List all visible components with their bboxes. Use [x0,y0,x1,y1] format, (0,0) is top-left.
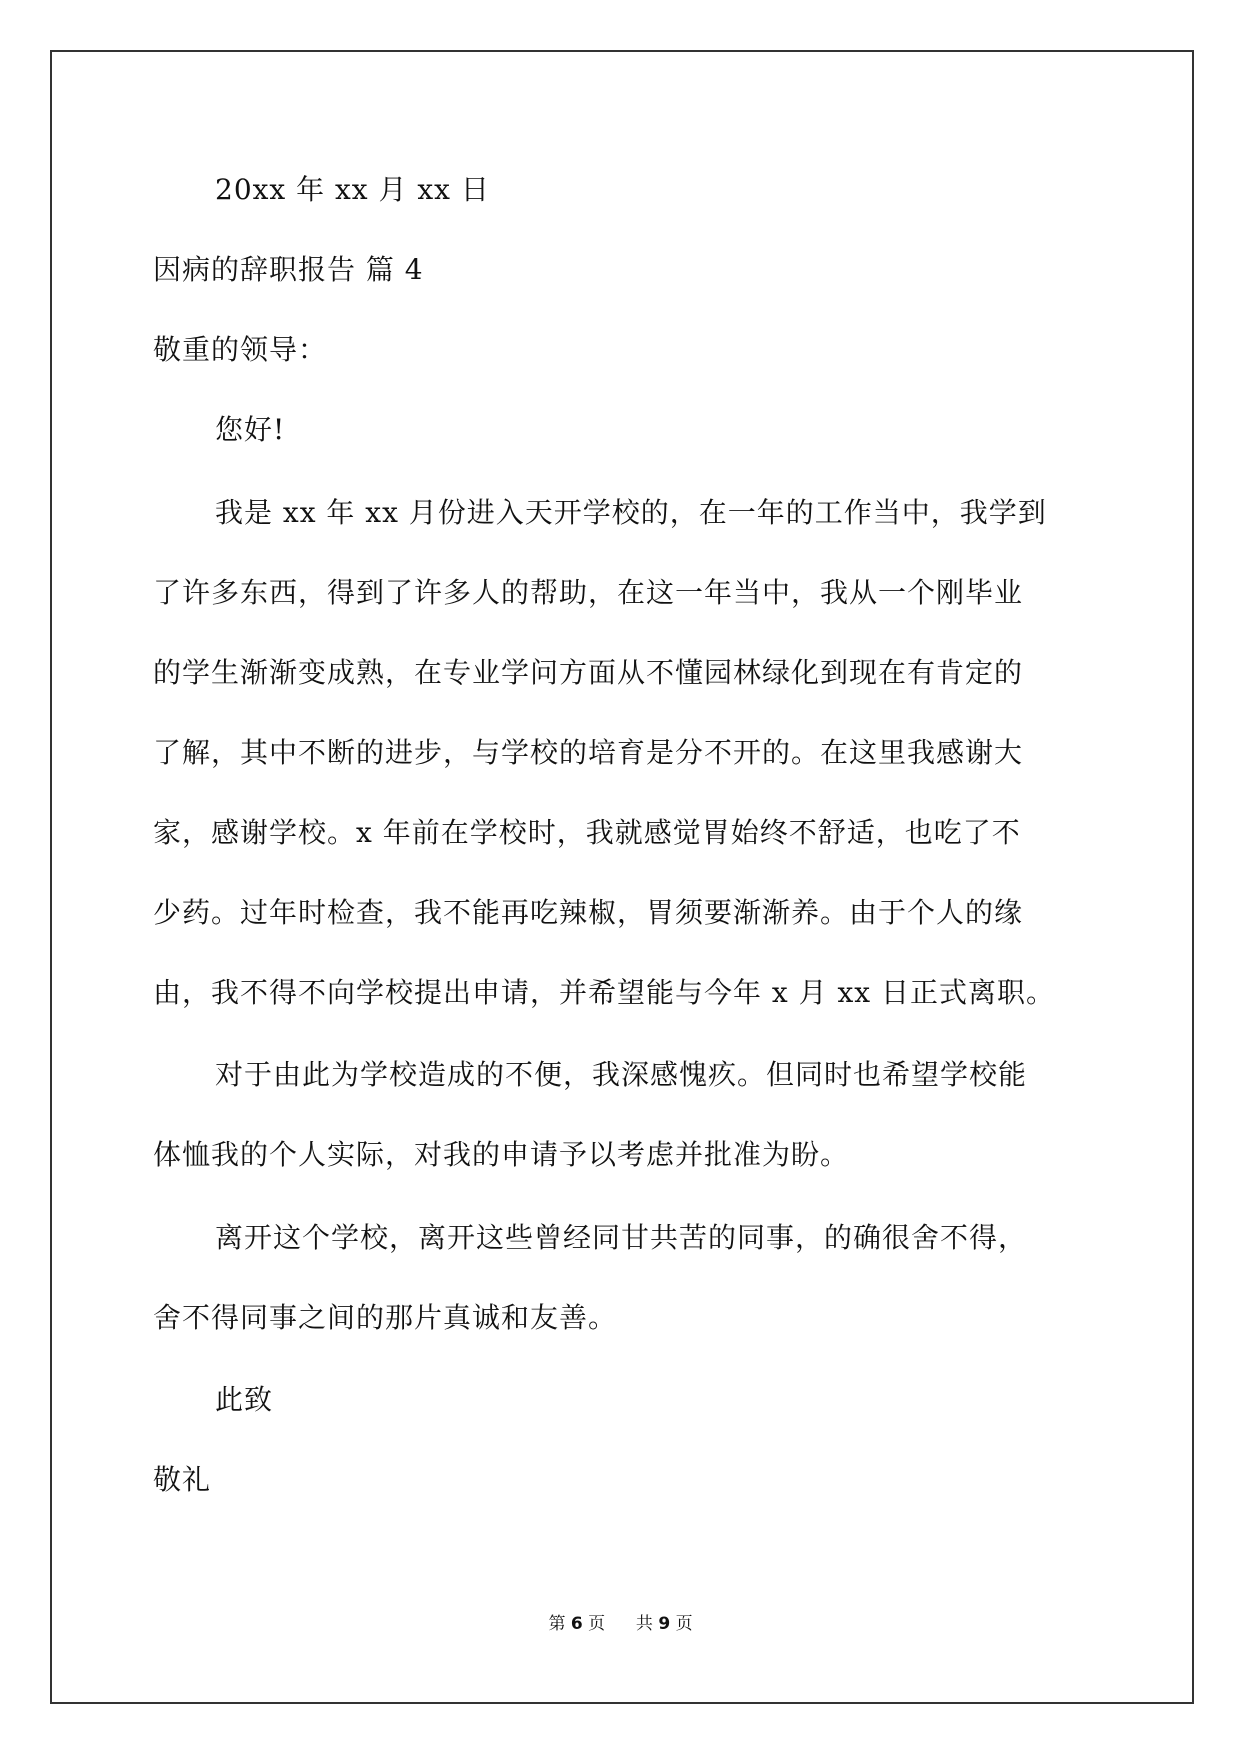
page-current: 6 [570,1614,583,1634]
page-footer [0,1612,1241,1636]
paragraph1-line: 了解，其中不断的进步，与学校的培育是分不开的。在这里我感谢大 [153,736,1024,769]
paragraph3-line: 舍不得同事之间的那片真诚和友善。 [153,1301,618,1334]
total-suffix: 页 [675,1614,693,1634]
section-title: 因病的辞职报告 篇 4 [153,253,424,286]
total-prefix: 共 [635,1614,653,1634]
page-prefix: 第 [548,1614,566,1634]
paragraph3-line: 离开这个学校，离开这些曾经同甘共苦的同事，的确很舍不得， [215,1221,1028,1254]
date-line: 20xx 年 xx 月 xx 日 [215,173,490,206]
page-border [50,50,1194,1704]
paragraph1-line: 由，我不得不向学校提出申请，并希望能与今年 x 月 xx 日正式离职。 [153,976,1055,1009]
salutation: 敬重的领导： [153,333,328,366]
paragraph2-line: 对于由此为学校造成的不便，我深感愧疚。但同时也希望学校能 [215,1058,1028,1091]
paragraph2-line: 体恤我的个人实际，对我的申请予以考虑并批准为盼。 [153,1138,850,1171]
closing: 此致 [215,1383,274,1416]
page-suffix: 页 [588,1614,606,1634]
paragraph1-line: 家，感谢学校。x 年前在学校时，我就感觉胃始终不舒适，也吃了不 [153,816,1021,849]
page-total: 9 [658,1614,671,1634]
greeting: 您好! [215,413,286,446]
paragraph1-line: 少药。过年时检查，我不能再吃辣椒，胃须要渐渐养。由于个人的缘 [153,896,1024,929]
paragraph1-line: 的学生渐渐变成熟，在专业学问方面从不懂园林绿化到现在有肯定的 [153,656,1024,689]
regards: 敬礼 [153,1463,212,1496]
paragraph1-line: 我是 xx 年 xx 月份进入天开学校的，在一年的工作当中，我学到 [215,496,1047,529]
paragraph1-line: 了许多东西，得到了许多人的帮助，在这一年当中，我从一个刚毕业 [153,576,1024,609]
